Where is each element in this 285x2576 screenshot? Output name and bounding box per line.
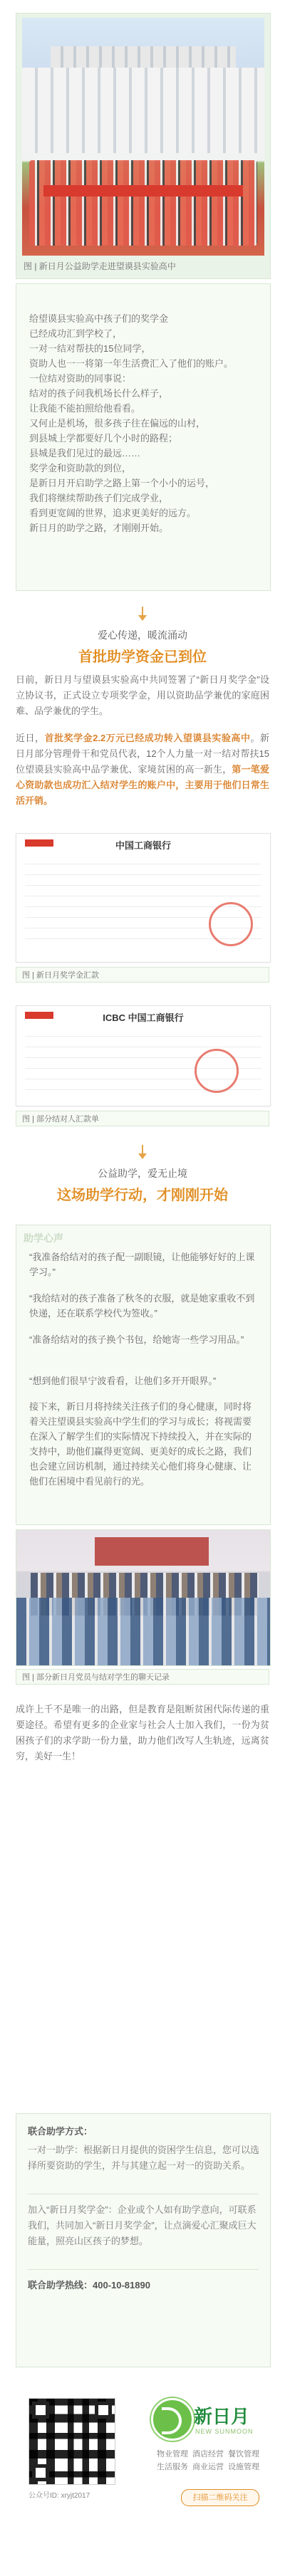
contact-method-2: 加入“新日月奖学金”：企业或个人如有助学意向，可联系我们，共同加入“新日月奖学金”，让点滴爱心汇聚成巨大能量，照亮山区孩子的梦想。: [28, 2204, 256, 2246]
poem-line: 已经成功汇到学校了，: [29, 328, 123, 339]
quote-1: “我准备给结对的孩子配一副眼镜，让他能够好好的上课学习。”: [29, 1252, 255, 1277]
contact-phone[interactable]: 联合助学热线：400-10-81890: [28, 2280, 150, 2290]
contact-method-1: 一对一助学：根据新日月提供的资困学生信息，您可以选择所要资助的学生，并与其建立起一对一的资助关系。: [28, 2145, 260, 2171]
bank-receipt-2: [16, 1005, 271, 1106]
poem-line: 让我能不能拍照给他看看。: [29, 403, 141, 414]
receipt-title: ICBC 中国工商银行: [103, 1012, 184, 1023]
section-subhead: 爱心传递，暖流涌动: [98, 629, 187, 641]
stamp-icon: [209, 902, 253, 946]
divider: [28, 2269, 259, 2270]
poem-line: 看到更宽阔的世界，追求更美好的远方。: [29, 508, 197, 518]
receipt-title: 中国工商银行: [115, 840, 171, 851]
poem-lines: [16, 284, 270, 535]
paragraph-agreement: 日前，新日月与望谟县实验高中共同签署了“新日月奖学金”设立协议书，正式设立专项奖学金，用以资助品学兼优的家庭困难、品学兼优的学生。: [16, 674, 269, 716]
contact-heading: 联合助学方式：: [28, 2126, 93, 2137]
poem-line: 我们将继续帮助孩子们完成学业，: [29, 493, 169, 503]
photo-caption-2: 图 | 部分新日月党员与结对学生的聊天记录: [16, 1669, 269, 1685]
account-id: 公众号ID: xryjt2017: [28, 2492, 90, 2500]
photo-caption: 图 | 新日月公益助学走进望谟县实验高中: [24, 261, 176, 271]
poem-line: 新日月的助学之路，才刚刚开始。: [29, 523, 169, 533]
highlight-funds: 首批奖学金2.2万元已经成功转入望谟县实验高中: [44, 733, 251, 743]
poem-line: 县城是我们见过的最远……: [29, 448, 141, 459]
quote-3: “准备给结对的孩子换个书包，给她寄一些学习用品。”: [29, 1334, 244, 1345]
receipt-caption-1: 图 | 新日月奖学金汇款: [16, 967, 269, 983]
top-photo-card: [16, 13, 271, 279]
poem-line: 结对的孩子问我机场长什么样子，: [29, 388, 169, 399]
poem-line: 给望谟县实验高中孩子们的奖学金: [29, 313, 169, 324]
poem-line: 奖学金和资助款的到位，: [29, 463, 132, 473]
down-arrow-icon: [138, 607, 147, 622]
bank-logo-icon: [25, 1012, 53, 1019]
qr-code-icon[interactable]: [28, 2398, 115, 2485]
poem-line: 又何止是机场，很多孩子往在偏远的山村，: [29, 418, 206, 429]
contact-box: [16, 2113, 271, 2367]
highlight-transfer: 第一笔爱心资助款也成功汇入结对学生的账户中，主要用于他们日常生活开销。: [16, 764, 269, 806]
brand-logo-icon: [151, 2398, 194, 2441]
section-headline: 首批助学资金已到位: [78, 649, 207, 665]
poem-line: 是新日月开启助学之路上第一个小小的运号，: [29, 478, 215, 488]
bank-logo-icon: [25, 839, 53, 847]
poem-box: [16, 283, 271, 591]
stamp-icon: [195, 1049, 239, 1093]
brand-name-en: NEW SUNMOON: [195, 2428, 254, 2435]
section-header-1: [0, 607, 285, 666]
quotes-tag: 助学心声: [24, 1232, 63, 1244]
poem-line: 到县城上学都要好几个小时的路程；: [29, 433, 178, 444]
chat-screenshots-photo: [16, 1529, 271, 1666]
service-tags: 物业管理 酒店经营 餐饮管理 生活服务 商业运营 设施管理: [157, 2450, 259, 2471]
section-headline: 这场助学行动，才刚刚开始: [57, 1188, 228, 1203]
poem-line: 一对一结对帮扶的15位同学，: [29, 343, 151, 354]
closing-paragraph: 成许上千不是唯一的出路，但是教育是阻断贫困代际传递的重要途径。希望有更多的企业家与社会人士加入我们，一份为贫困孩子们的求学助一份力量，助力他们改写人生轨迹，远离贫穷，美好一生！: [16, 1704, 269, 1761]
quotes-box: [16, 1225, 271, 1525]
bank-receipt-1: [16, 833, 271, 963]
down-arrow-icon: [138, 1145, 147, 1161]
quote-2: “我给结对的孩子准备了秋冬的衣服，就是她家重收不到快递，还在联系学校代为签收。”: [29, 1293, 255, 1319]
footer: [16, 2377, 269, 2558]
poem-line: 资助人也一一将第一年生活费汇入了他们的账户。: [29, 358, 234, 369]
section-subhead: 公益助学，爱无止境: [98, 1168, 187, 1179]
section-header-2: [0, 1145, 285, 1204]
quotes-paragraph: 接下来，新日月将持续关注孩子们的身心健康，同时将着关注望谟县实验高中学生们的学习与成长；将视需要在深入了解学生们的实际情况下持续投入，并在实际的支持中，助他们赢得更宽阔、更美好的成长之路，我们也会建立回访机制，通过持续关心他们将身心健康、让他们在困境中看见前行的光。: [29, 1401, 252, 1487]
brand-name: 新日月: [194, 2406, 250, 2427]
poem-line: 一位结对资助的同事说：: [29, 373, 132, 384]
paragraph-funds: 近日，首批奖学金2.2万元已经成功转入望谟县实验高中。新日月部分管理骨干和党员代表，12个人力量一对一结对帮扶15位望谟县实验高中品学兼优、家境贫困的高一新生，第一笔爱心资助款也成功汇入结对学生的账户中，主要用于他们日常生活开销。: [16, 733, 269, 806]
quote-4: “想到他们很早宁波看看，让他们多开开眼界。”: [29, 1376, 217, 1386]
follow-button[interactable]: 扫描二维码关注: [181, 2489, 259, 2506]
receipt-caption-2: 图 | 部分结对人汇款单: [16, 1111, 269, 1126]
school-group-photo: [22, 18, 264, 256]
